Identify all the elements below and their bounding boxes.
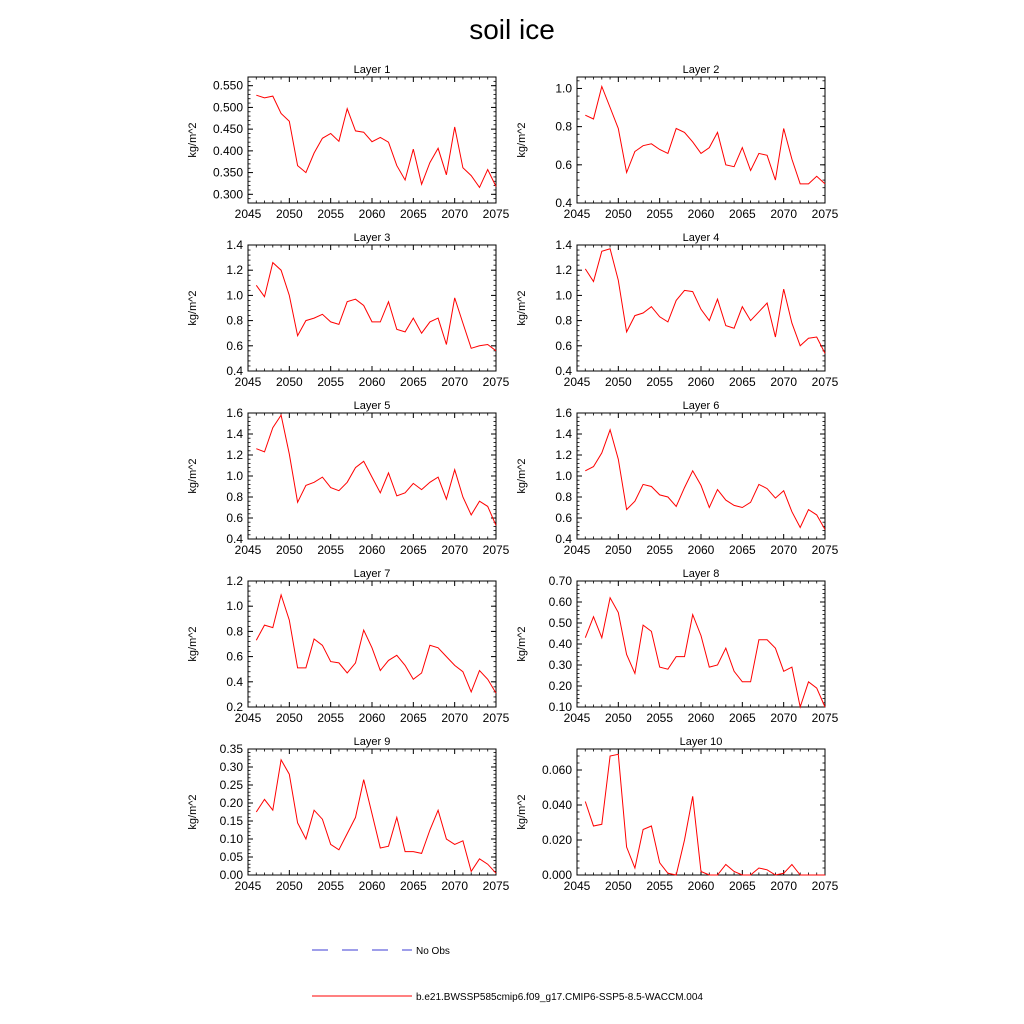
x-tick-label: 2045 [563,207,591,221]
x-tick-label: 2065 [399,207,427,221]
y-tick-label: 0.70 [548,574,572,588]
panel-title: Layer 6 [682,400,720,412]
y-tick-label: 1.0 [226,599,243,614]
x-tick-label: 2055 [317,375,345,389]
x-tick-label: 2065 [728,207,756,221]
x-tick-label: 2075 [482,207,510,221]
plot-frame [577,77,825,203]
x-tick-label: 2045 [234,543,262,557]
y-tick-label: 0.4 [226,674,243,689]
y-tick-label: 0.8 [226,313,243,328]
y-tick-label: 0.20 [548,679,572,693]
y-tick-label: 0.8 [555,119,572,134]
y-tick-label: 1.2 [226,263,243,278]
x-tick-label: 2075 [811,543,839,557]
y-tick-label: 0.8 [226,624,243,639]
y-tick-label: 0.10 [548,700,572,714]
x-tick-label: 2055 [317,207,345,221]
x-tick-label: 2060 [687,207,715,221]
y-axis-label: kg/m^2 [187,458,199,494]
x-tick-label: 2065 [728,375,756,389]
y-tick-label: 0.20 [219,796,243,810]
y-tick-label: 0.4 [555,364,572,378]
x-tick-label: 2045 [234,375,262,389]
panel-title: Layer 2 [682,64,720,76]
series-line [585,249,825,354]
y-tick-label: 0.35 [219,742,243,756]
y-tick-label: 1.2 [555,448,572,462]
y-tick-label: 1.0 [555,469,572,483]
y-tick-label: 1.0 [555,288,572,303]
plot-frame [577,581,825,707]
y-tick-label: 0.350 [212,165,243,180]
y-axis-label: kg/m^2 [187,122,199,158]
series-line [256,760,496,873]
x-tick-label: 2075 [811,711,839,725]
x-tick-label: 2045 [563,543,591,557]
plot-frame [577,413,825,539]
y-tick-label: 0.550 [212,78,243,93]
y-tick-label: 1.2 [226,574,243,588]
x-tick-label: 2050 [275,543,303,557]
x-tick-label: 2050 [275,207,303,221]
series-line [585,754,825,875]
y-tick-label: 1.4 [555,238,572,252]
y-tick-label: 0.4 [226,364,243,378]
y-tick-label: 0.450 [212,122,243,137]
x-tick-label: 2060 [358,375,386,389]
y-tick-label: 1.0 [226,288,243,303]
x-tick-label: 2055 [646,543,674,557]
x-tick-label: 2060 [687,543,715,557]
plot-frame [248,581,496,707]
y-tick-label: 0.6 [555,338,572,353]
x-tick-label: 2045 [563,711,591,725]
y-tick-label: 0.400 [212,143,243,158]
x-tick-label: 2065 [399,375,427,389]
chart-panel-4 [516,232,839,389]
y-tick-label: 0.020 [541,833,572,847]
y-tick-label: 1.6 [555,406,572,420]
x-tick-label: 2070 [770,879,798,893]
x-tick-label: 2070 [441,375,469,389]
plot-frame [248,413,496,539]
x-tick-label: 2060 [687,879,715,893]
panel-title: Layer 4 [682,232,720,244]
chart-panel-9 [187,736,510,893]
y-tick-label: 1.4 [226,427,243,441]
x-tick-label: 2050 [604,375,632,389]
y-tick-label: 1.0 [555,81,572,96]
plot-frame [248,77,496,203]
chart-panel-1 [187,64,510,221]
x-tick-label: 2050 [604,207,632,221]
x-tick-label: 2060 [687,711,715,725]
x-tick-label: 2050 [604,879,632,893]
x-tick-label: 2060 [358,207,386,221]
chart-panel-8 [516,568,839,725]
legend-model-label: b.e21.BWSSP585cmip6.f09_g17.CMIP6-SSP5-8.5-WACCM.004 [416,992,703,1003]
panel-title: Layer 10 [679,736,723,748]
y-tick-label: 0.8 [555,313,572,328]
x-tick-label: 2060 [358,711,386,725]
panel-title: Layer 7 [353,568,391,580]
y-tick-label: 1.0 [226,469,243,483]
chart-panel-3 [187,232,510,389]
y-tick-label: 0.6 [226,649,243,664]
y-tick-label: 0.6 [555,511,572,525]
x-tick-label: 2065 [728,543,756,557]
panel-title: Layer 1 [353,64,391,76]
chart-panel-10 [516,736,839,893]
y-axis-label: kg/m^2 [187,290,199,326]
x-tick-label: 2050 [275,879,303,893]
y-tick-label: 1.6 [226,406,243,420]
x-tick-label: 2045 [234,879,262,893]
y-tick-label: 0.040 [541,798,572,812]
x-tick-label: 2065 [399,543,427,557]
x-tick-label: 2075 [482,711,510,725]
x-tick-label: 2055 [646,879,674,893]
y-tick-label: 0.2 [226,700,243,714]
x-tick-label: 2060 [358,543,386,557]
chart-panel-6 [516,400,839,557]
x-tick-label: 2075 [482,543,510,557]
y-tick-label: 0.50 [548,616,572,630]
y-axis-label: kg/m^2 [516,458,528,494]
x-tick-label: 2070 [441,207,469,221]
y-tick-label: 0.60 [548,595,572,609]
y-tick-label: 0.8 [226,490,243,504]
x-tick-label: 2075 [811,207,839,221]
x-tick-label: 2045 [234,207,262,221]
y-tick-label: 0.6 [555,157,572,172]
series-line [585,430,825,530]
y-tick-label: 0.000 [541,868,572,882]
x-tick-label: 2065 [728,879,756,893]
legend [312,946,703,1003]
y-tick-label: 0.40 [548,637,572,651]
y-tick-label: 0.6 [226,338,243,353]
y-axis-label: kg/m^2 [187,626,199,662]
plot-frame [248,245,496,371]
y-axis-label: kg/m^2 [516,122,528,158]
series-line [256,95,496,187]
y-axis-label: kg/m^2 [516,290,528,326]
x-tick-label: 2050 [604,543,632,557]
legend-no-obs-label: No Obs [416,946,450,957]
page-title: soil ice [469,14,555,45]
series-line [585,598,825,707]
x-tick-label: 2050 [604,711,632,725]
series-line [256,263,496,351]
x-tick-label: 2075 [811,375,839,389]
x-tick-label: 2055 [317,711,345,725]
chart-panel-2 [516,64,839,221]
x-tick-label: 2070 [441,879,469,893]
y-tick-label: 0.6 [226,511,243,525]
x-tick-label: 2050 [275,375,303,389]
y-tick-label: 0.05 [219,850,243,864]
x-tick-label: 2070 [441,711,469,725]
x-tick-label: 2065 [399,711,427,725]
panel-title: Layer 5 [353,400,391,412]
x-tick-label: 2070 [770,543,798,557]
x-tick-label: 2070 [770,207,798,221]
y-tick-label: 0.10 [219,832,243,846]
panel-title: Layer 9 [353,736,391,748]
y-tick-label: 0.4 [226,532,243,546]
y-axis-label: kg/m^2 [516,794,528,830]
y-tick-label: 0.060 [541,763,572,777]
panel-title: Layer 8 [682,568,720,580]
y-tick-label: 0.8 [555,490,572,504]
series-line [585,87,825,184]
x-tick-label: 2060 [358,879,386,893]
x-tick-label: 2060 [687,375,715,389]
x-tick-label: 2070 [770,711,798,725]
x-tick-label: 2045 [234,711,262,725]
y-tick-label: 0.30 [548,658,572,672]
chart-panel-5 [187,400,510,557]
panels [187,64,839,893]
y-tick-label: 0.4 [555,532,572,546]
y-tick-label: 1.4 [555,427,572,441]
x-tick-label: 2075 [811,879,839,893]
plot-frame [577,749,825,875]
series-line [256,595,496,693]
x-tick-label: 2070 [441,543,469,557]
x-tick-label: 2055 [646,375,674,389]
y-tick-label: 1.2 [226,448,243,462]
y-tick-label: 1.4 [226,238,243,252]
y-tick-label: 0.500 [212,100,243,115]
y-tick-label: 0.25 [219,778,243,792]
x-tick-label: 2065 [728,711,756,725]
x-tick-label: 2075 [482,375,510,389]
chart-panel-7 [187,568,510,725]
y-tick-label: 0.30 [219,760,243,774]
y-tick-label: 0.300 [212,187,243,202]
x-tick-label: 2045 [563,879,591,893]
x-tick-label: 2055 [317,879,345,893]
x-tick-label: 2055 [646,207,674,221]
y-tick-label: 0.4 [555,196,572,210]
x-tick-label: 2070 [770,375,798,389]
y-tick-label: 0.00 [219,868,243,882]
x-tick-label: 2045 [563,375,591,389]
y-tick-label: 1.2 [555,263,572,278]
x-tick-label: 2055 [317,543,345,557]
y-axis-label: kg/m^2 [187,794,199,830]
y-axis-label: kg/m^2 [516,626,528,662]
y-tick-label: 0.15 [219,814,243,828]
x-tick-label: 2050 [275,711,303,725]
x-tick-label: 2055 [646,711,674,725]
x-tick-label: 2075 [482,879,510,893]
panel-title: Layer 3 [353,232,391,244]
x-tick-label: 2065 [399,879,427,893]
series-line [256,415,496,525]
